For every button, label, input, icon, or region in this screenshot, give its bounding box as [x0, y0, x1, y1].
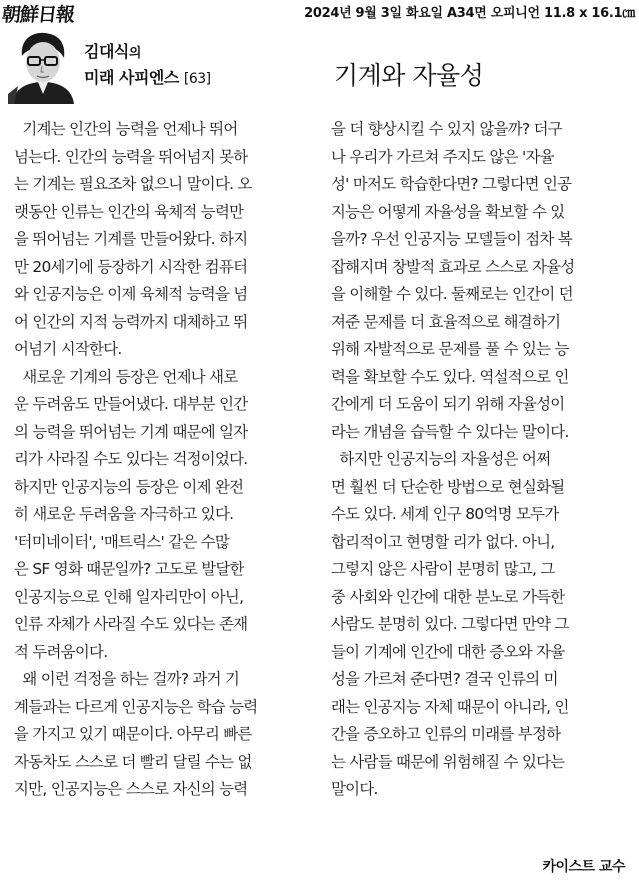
article-line: 계들과는 다르게 인공지능은 학습 능력	[14, 697, 258, 716]
article-line: 을 가지고 있기 때문이다. 아무리 빠른	[14, 725, 252, 743]
series-number: [63]	[183, 71, 211, 87]
article-line: 적 두려움이다.	[14, 642, 108, 661]
article-line: 수도 있다. 세계 인구 80억명 모두가	[331, 505, 559, 523]
article-line: 새로운 기계의 등장은 언제나 새로	[14, 367, 238, 386]
article-line: 그렇지 않은 사람이 분명히 많고, 그	[331, 560, 555, 578]
headline: 기계와 자율성	[334, 61, 484, 90]
article-line: 성' 마저도 학습한다면? 그렇다면 인공	[331, 175, 572, 193]
article-column-right	[331, 116, 631, 804]
article-line: 기계는 인간의 능력을 언제나 뛰어	[14, 120, 238, 138]
article-column-left	[14, 116, 314, 804]
author-suffix: 의	[128, 46, 141, 61]
article-line: 을 뛰어넘는 기계를 만들어왔다. 하지	[14, 230, 248, 248]
article-line: 면 훨씬 더 단순한 방법으로 현실화될	[331, 477, 565, 496]
article-line: 래는 인공지능 자체 때문이 아니라, 인	[331, 697, 569, 716]
article-line: 은 SF 영화 때문일까? 고도로 발달한	[14, 560, 244, 578]
article-line: 인류 자체가 사라질 수도 있다는 존재	[14, 615, 248, 633]
series-line	[84, 66, 211, 91]
article-line: 들이 기계에 인간에 대한 증오와 자율	[331, 642, 565, 661]
article-line: 히 새로운 두려움을 자극하고 있다.	[14, 505, 234, 523]
article-line: 랫동안 인류는 인간의 육체적 능력만	[14, 202, 244, 221]
article-line: 하지만 인공지능의 자율성은 어쩌	[331, 450, 551, 468]
article-line: 자동차도 스스로 더 빨리 달릴 수는 없	[14, 752, 252, 771]
article-line: 만 20세기에 등장하기 시작한 컴퓨터	[14, 257, 248, 276]
article-line: 간을 증오하고 인류의 미래를 부정하	[331, 725, 561, 743]
article-line: 성을 가르쳐 준다면? 결국 인류의 미	[331, 670, 558, 688]
article-line: 는 사람들 때문에 위험해질 수 있다는	[331, 752, 565, 771]
article-line: 와 인공지능은 이제 육체적 능력을 넘	[14, 285, 248, 303]
article-line: 인공지능으로 인해 일자리만이 아닌,	[14, 587, 244, 606]
article-line: 리가 사라질 수도 있다는 걱정이었다.	[14, 450, 248, 468]
article-line: 합리적이고 현명할 리가 없다. 아니,	[331, 532, 555, 551]
article-line: 넘는다. 인간의 능력을 뛰어넘지 못하	[14, 147, 248, 166]
article-line: 운 두려움도 만들어냈다. 대부분 인간	[14, 395, 248, 413]
article-line: 을까? 우선 인공지능 모델들이 점차 복	[331, 230, 572, 248]
article-line: 을 이해할 수 있다. 둘째로는 인간이 던	[331, 285, 573, 303]
article-line: 잡해지며 창발적 효과로 스스로 자율성	[331, 257, 575, 276]
article-line: 말이다.	[331, 780, 378, 798]
column-header	[0, 26, 639, 106]
article-line: 나 우리가 가르쳐 주지도 않은 '자율	[331, 147, 554, 166]
article-line: 지만, 인공지능은 스스로 자신의 능력	[14, 780, 248, 798]
article-line: 어 인간의 지적 능력까지 대체하고 뛰	[14, 312, 248, 331]
author-name-line	[84, 40, 211, 66]
article-line: '터미네이터', '매트릭스' 같은 수많	[14, 532, 230, 551]
article-line: 라는 개념을 습득할 수 있다는 말이다.	[331, 422, 569, 441]
author-photo	[8, 30, 76, 104]
article-line: 지능은 어떻게 자율성을 확보할 수 있	[331, 202, 565, 221]
article-line: 위해 자발적으로 문제를 풀 수 있는 능	[331, 340, 569, 358]
article-line: 어넘기 시작한다.	[14, 340, 122, 358]
article-line: 을 더 향상시킬 수 있지 않을까? 더구	[331, 120, 562, 138]
article-line: 사람도 분명히 있다. 그렇다면 만약 그	[331, 615, 569, 633]
series-title: 미래 사피엔스	[84, 68, 179, 87]
author-block	[84, 40, 211, 91]
masthead	[0, 0, 639, 26]
article-line: 의 능력을 뛰어넘는 기계 때문에 일자	[14, 422, 248, 441]
article-line: 력을 확보할 수도 있다. 역설적으로 인	[331, 367, 569, 386]
article-line: 져준 문제를 더 효율적으로 해결하기	[331, 312, 561, 331]
article-line: 간에게 더 도움이 되기 위해 자율성이	[331, 395, 565, 413]
newspaper-logo: 朝鮮日報	[0, 4, 76, 26]
article-line: 는 기계는 필요조차 없으니 말이다. 오	[14, 175, 252, 193]
dateline: 2024년 9월 3일 화요일 A34면 오피니언 11.8 x 16.1㎝	[304, 6, 635, 21]
article-line: 중 사회와 인간에 대한 분노로 가득한	[331, 587, 565, 606]
article-line: 하지만 인공지능의 등장은 이제 완전	[14, 477, 244, 496]
author-name: 김대식	[84, 42, 129, 61]
article-line: 왜 이런 걱정을 하는 걸까? 과거 기	[14, 670, 240, 688]
byline: 카이스트 교수	[542, 859, 625, 875]
